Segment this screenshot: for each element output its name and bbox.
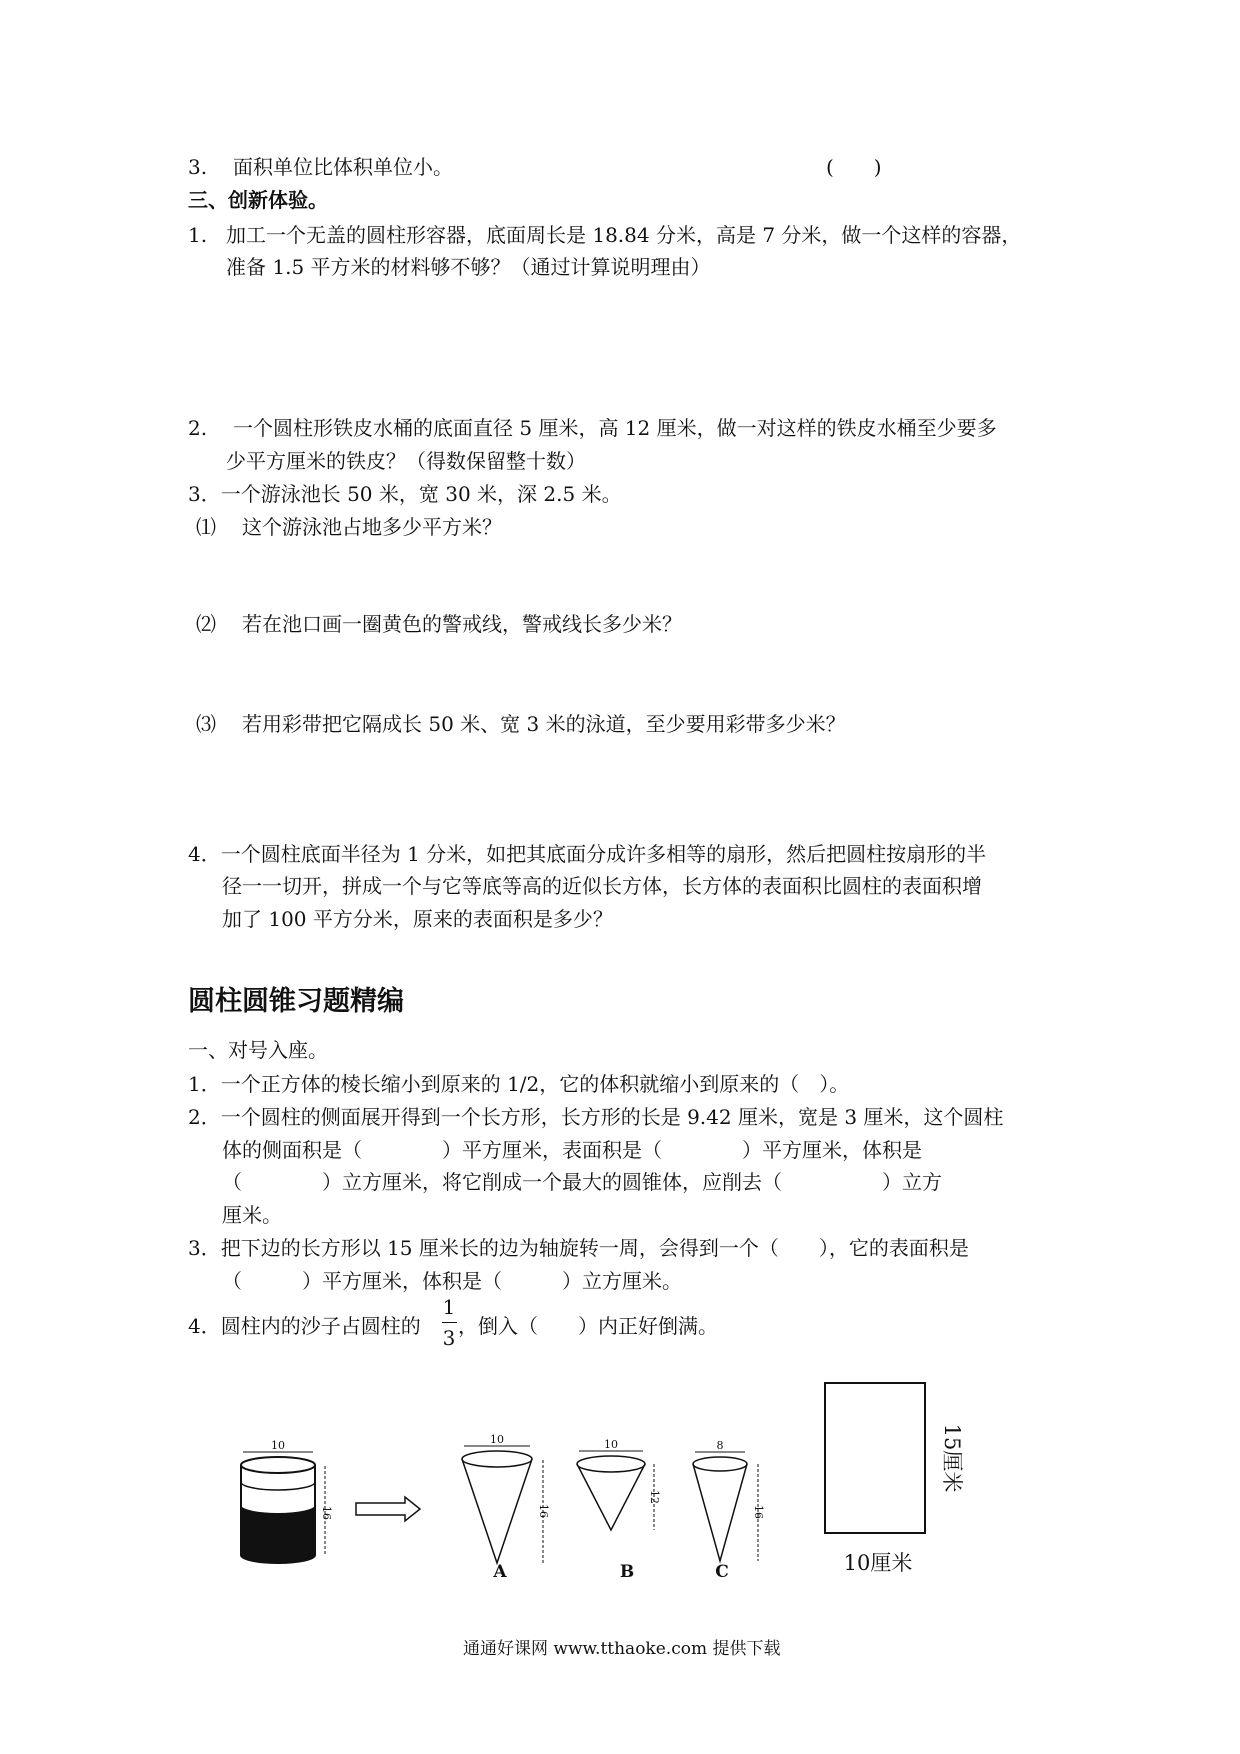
rectangle-height-label: 15厘米	[940, 1423, 964, 1493]
rectangle-figure	[825, 1383, 925, 1533]
question-2-line-2: 少平方厘米的铁皮？（得数保留整十数）	[226, 449, 586, 473]
cylinder-height-label: 16	[320, 1506, 333, 1520]
question-2-line-1: 一个圆柱形铁皮水桶的底面直径 5 厘米，高 12 厘米，做一对这样的铁皮水桶至少要多	[233, 416, 997, 440]
fraction-denominator: 3	[442, 1326, 456, 1350]
cone-a-label: A	[493, 1562, 507, 1582]
fill-question-3-line-2: （ ）平方厘米，体积是（ ）立方厘米。	[222, 1269, 682, 1293]
fill-question-4-after: ，倒入（ ）内正好倒满。	[458, 1314, 718, 1338]
cone-a-figure	[462, 1446, 543, 1563]
fill-question-4-before: 4．圆柱内的沙子占圆柱的	[188, 1314, 421, 1338]
cone-b-diameter-label: 10	[604, 1438, 618, 1451]
cone-c-label: C	[715, 1562, 729, 1582]
section-title: 圆柱圆锥习题精编	[188, 986, 404, 1017]
fill-question-3-line-1: 3．把下边的长方形以 15 厘米长的边为轴旋转一周，会得到一个（ ），它的表面积是	[188, 1236, 969, 1260]
question-3-text: 3．一个游泳池长 50 米，宽 30 米，深 2.5 米。	[188, 482, 622, 506]
question-4-line-2: 径一一切开，拼成一个与它等底等高的近似长方体，长方体的表面积比圆柱的表面积增	[222, 874, 982, 898]
question-1-line-2: 准备 1.5 平方米的材料够不够？（通过计算说明理由）	[226, 255, 711, 279]
cylinder-band	[241, 1482, 315, 1490]
answer-parentheses: ( )	[826, 155, 882, 179]
question-3-sub-2-number: ⑵	[196, 612, 216, 636]
rectangle-width-label: 10厘米	[843, 1551, 913, 1575]
question-4-line-1: 4．一个圆柱底面半径为 1 分米，如把其底面分成许多相等的扇形，然后把圆柱按扇形的半	[188, 842, 987, 866]
question-4-line-3: 加了 100 平方分米，原来的表面积是多少？	[222, 907, 613, 931]
fill-question-2-line-3: （ ）立方厘米，将它削成一个最大的圆锥体，应削去（ ）立方	[222, 1170, 942, 1194]
question-3-sub-3-number: ⑶	[196, 712, 216, 736]
item-3-text: 面积单位比体积单位小。	[233, 155, 453, 179]
arrow-right-icon	[356, 1497, 420, 1521]
cone-c-figure	[693, 1452, 758, 1561]
cone-b-figure	[577, 1451, 654, 1530]
cone-b-height-label: 12	[648, 1490, 661, 1504]
cylinder-figure	[241, 1452, 325, 1563]
cone-c-diameter-label: 8	[716, 1439, 724, 1452]
section-heading-innovation: 三、创新体验。	[188, 188, 328, 212]
sub-heading: 一、对号入座。	[188, 1038, 328, 1062]
fill-question-2-line-1: 2．一个圆柱的侧面展开得到一个长方形，长方形的长是 9.42 厘米，宽是 3 厘米，这个圆柱	[188, 1105, 1004, 1129]
question-3-sub-3-text: 若用彩带把它隔成长 50 米、宽 3 米的泳道，至少要用彩带多少米？	[242, 712, 846, 736]
question-2-number: 2.	[188, 416, 208, 440]
fraction-numerator: 1	[442, 1295, 456, 1319]
fill-question-2-line-2: 体的侧面积是（ ）平方厘米，表面积是（ ）平方厘米，体积是	[222, 1138, 922, 1162]
question-3-sub-1-text: 这个游泳池占地多少平方米？	[242, 515, 502, 539]
cone-a-diameter-label: 10	[490, 1433, 504, 1446]
cone-b-label: B	[619, 1562, 635, 1582]
cylinder-diameter-label: 10	[271, 1439, 285, 1452]
question-3-sub-1-number: ⑴	[196, 515, 216, 539]
cylinder-top	[241, 1457, 315, 1473]
question-1-number: 1.	[188, 223, 208, 247]
cone-c-height-label: 16	[752, 1505, 765, 1519]
item-3-number: 3.	[188, 155, 208, 179]
cone-a-height-label: 16	[537, 1504, 550, 1518]
question-1-line-1: 加工一个无盖的圆柱形容器，底面周长是 18.84 分米，高是 7 分米，做一个这样的容器，	[226, 223, 1022, 247]
fill-question-2-line-4: 厘米。	[222, 1203, 282, 1227]
question-3-sub-2-text: 若在池口画一圈黄色的警戒线，警戒线长多少米？	[242, 612, 682, 636]
cylinder-sand	[241, 1505, 315, 1563]
fill-question-1: 1．一个正方体的棱长缩小到原来的 1/2，它的体积就缩小到原来的（ ）。	[188, 1072, 850, 1096]
page-footer: 通通好课网 www.tthaoke.com 提供下载	[463, 1639, 781, 1659]
